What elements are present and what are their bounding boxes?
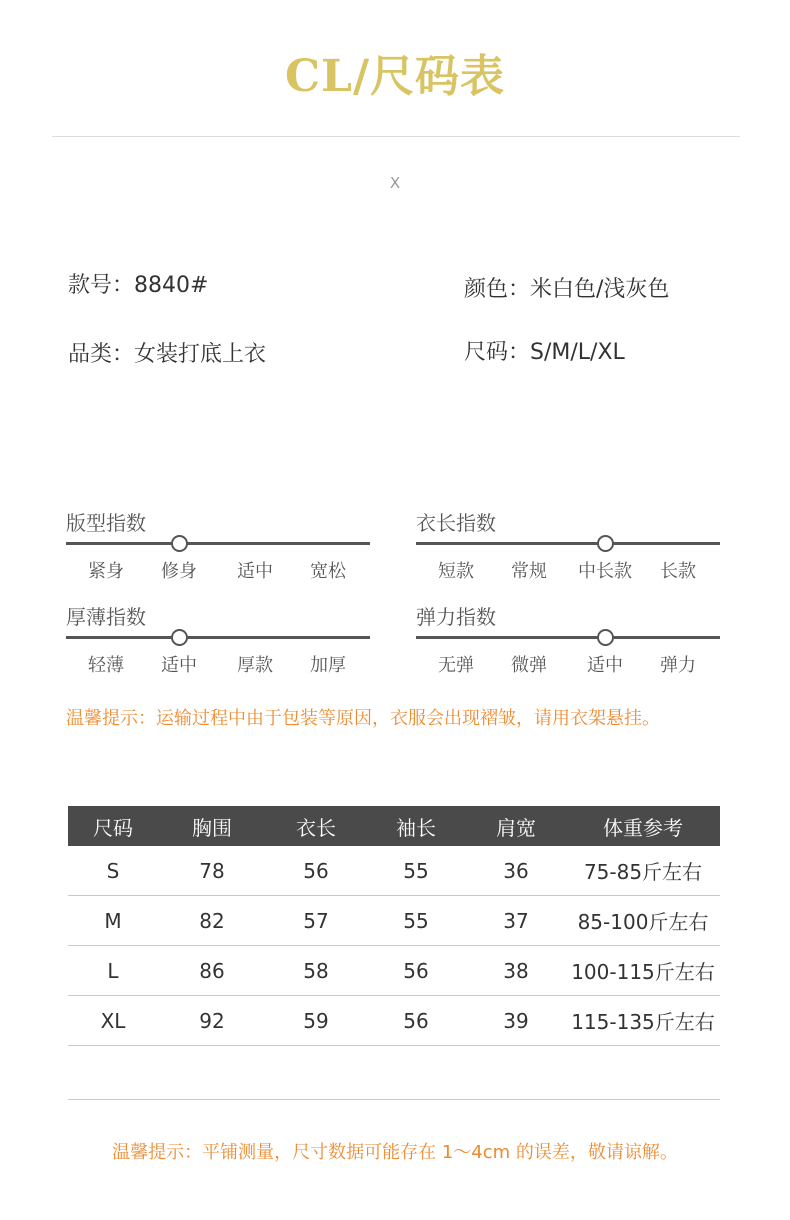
index-knob xyxy=(597,535,614,552)
index-label: 无弹 xyxy=(438,655,474,676)
index-label: 紧身 xyxy=(88,561,124,582)
index-knob xyxy=(171,535,188,552)
table-cell: 39 xyxy=(466,996,566,1046)
table-row xyxy=(68,996,720,1046)
fit-index xyxy=(66,507,372,587)
index-label: 常规 xyxy=(511,561,547,582)
index-label: 修身 xyxy=(161,561,197,582)
table-cell: 56 xyxy=(366,946,466,996)
index-label: 厚款 xyxy=(237,655,273,676)
header-length: 衣长 xyxy=(266,806,366,846)
table-cell: 58 xyxy=(266,946,366,996)
table-cell: 85-100斤左右 xyxy=(566,896,720,946)
index-label: 长款 xyxy=(660,561,696,582)
length-index xyxy=(416,507,722,587)
index-label: 适中 xyxy=(161,655,197,676)
table-cell: 57 xyxy=(266,896,366,946)
table-cell: 55 xyxy=(366,846,466,896)
top-divider xyxy=(52,136,740,137)
page-title: CL/尺码表 xyxy=(284,51,506,102)
table-cell: 100-115斤左右 xyxy=(566,946,720,996)
index-label: 轻薄 xyxy=(88,655,124,676)
index-label: 适中 xyxy=(587,655,623,676)
header-shoulder: 肩宽 xyxy=(466,806,566,846)
table-header-row xyxy=(68,806,720,846)
header-weight: 体重参考 xyxy=(566,806,720,846)
elasticity-index xyxy=(416,601,722,681)
index-track xyxy=(416,636,720,639)
table-cell: 92 xyxy=(158,996,266,1046)
thickness-index xyxy=(66,601,372,681)
index-label: 短款 xyxy=(438,561,474,582)
header-size: 尺码 xyxy=(68,806,158,846)
table-cell: 37 xyxy=(466,896,566,946)
table-cell: M xyxy=(68,896,158,946)
index-title: 弹力指数 xyxy=(416,605,496,629)
size-info: 尺码：S/M/L/XL xyxy=(464,340,625,365)
index-track xyxy=(416,542,720,545)
header-bust: 胸围 xyxy=(158,806,266,846)
color-info: 颜色：米白色/浅灰色 xyxy=(464,277,670,302)
size-table xyxy=(68,806,720,1046)
index-label: 中长款 xyxy=(578,561,632,582)
index-track xyxy=(66,542,370,545)
table-cell: 38 xyxy=(466,946,566,996)
table-cell: S xyxy=(68,846,158,896)
table-cell: 115-135斤左右 xyxy=(566,996,720,1046)
index-title: 版型指数 xyxy=(66,511,146,535)
table-cell: L xyxy=(68,946,158,996)
table-row xyxy=(68,946,720,996)
index-label: 加厚 xyxy=(310,655,346,676)
index-track xyxy=(66,636,370,639)
index-label: 宽松 xyxy=(310,561,346,582)
table-cell: 86 xyxy=(158,946,266,996)
index-label: 弹力 xyxy=(660,655,696,676)
table-cell: 55 xyxy=(366,896,466,946)
table-cell: 75-85斤左右 xyxy=(566,846,720,896)
table-cell: 59 xyxy=(266,996,366,1046)
table-cell: XL xyxy=(68,996,158,1046)
index-title: 厚薄指数 xyxy=(66,605,146,629)
index-label: 适中 xyxy=(237,561,273,582)
index-label: 微弹 xyxy=(511,655,547,676)
index-title: 衣长指数 xyxy=(416,511,496,535)
table-cell: 56 xyxy=(366,996,466,1046)
bottom-divider xyxy=(68,1099,720,1100)
header-sleeve: 袖长 xyxy=(366,806,466,846)
measurement-tip: 温馨提示：平铺测量，尺寸数据可能存在 1～4cm 的误差，敬请谅解。 xyxy=(112,1142,678,1163)
category-info: 品类：女装打底上衣 xyxy=(68,342,267,367)
style-number: 款号：8840# xyxy=(68,273,209,298)
index-knob xyxy=(597,629,614,646)
table-cell: 36 xyxy=(466,846,566,896)
index-knob xyxy=(171,629,188,646)
shipping-tip: 温馨提示：运输过程中由于包装等原因，衣服会出现褶皱，请用衣架悬挂。 xyxy=(66,708,660,729)
table-cell: 82 xyxy=(158,896,266,946)
table-cell: 56 xyxy=(266,846,366,896)
close-mark: X xyxy=(389,174,401,192)
table-row xyxy=(68,896,720,946)
table-row xyxy=(68,846,720,896)
table-cell: 78 xyxy=(158,846,266,896)
